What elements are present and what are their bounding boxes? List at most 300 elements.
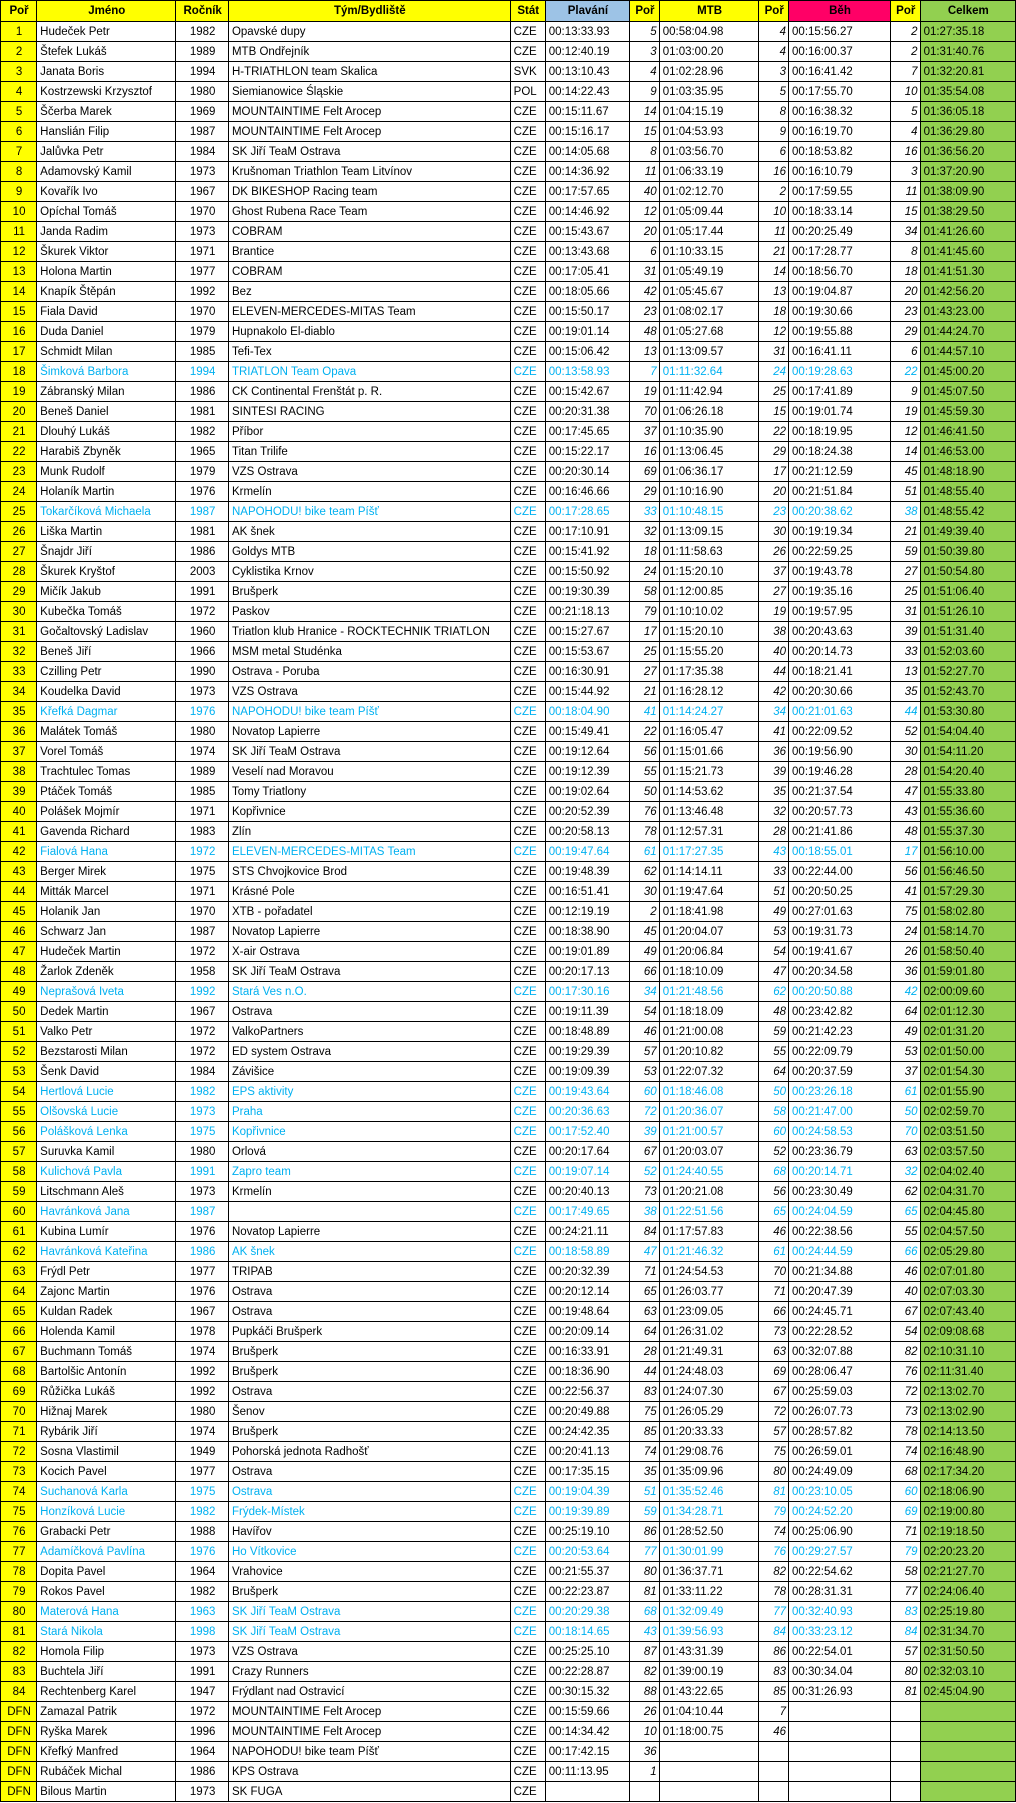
swim-time-cell: 00:16:46.66 bbox=[545, 482, 629, 502]
mtb-time-cell: 01:15:01.66 bbox=[659, 742, 759, 762]
total-time-cell: 01:54:11.20 bbox=[920, 742, 1015, 762]
state-cell: CZE bbox=[510, 242, 545, 262]
name-cell: Gavenda Richard bbox=[37, 822, 176, 842]
mtb-pos-cell: 7 bbox=[759, 1702, 789, 1722]
swim-pos-cell bbox=[630, 1782, 660, 1802]
mtb-pos-cell: 39 bbox=[759, 762, 789, 782]
mtb-pos-cell: 47 bbox=[759, 962, 789, 982]
run-time-cell: 00:21:51.84 bbox=[789, 482, 891, 502]
swim-time-cell: 00:19:48.64 bbox=[545, 1302, 629, 1322]
state-cell: CZE bbox=[510, 362, 545, 382]
mtb-time-cell: 01:15:55.20 bbox=[659, 642, 759, 662]
total-time-cell: 01:59:01.80 bbox=[920, 962, 1015, 982]
run-time-cell: 00:16:10.79 bbox=[789, 162, 891, 182]
swim-time-cell: 00:18:14.65 bbox=[545, 1622, 629, 1642]
rank-cell: 15 bbox=[1, 302, 37, 322]
table-row bbox=[1, 1622, 1016, 1642]
table-row bbox=[1, 402, 1016, 422]
swim-pos-cell: 70 bbox=[630, 402, 660, 422]
total-time-cell: 01:43:23.00 bbox=[920, 302, 1015, 322]
swim-time-cell: 00:21:18.13 bbox=[545, 602, 629, 622]
table-row bbox=[1, 202, 1016, 222]
total-time-cell: 01:32:20.81 bbox=[920, 62, 1015, 82]
run-pos-cell: 71 bbox=[890, 1522, 920, 1542]
mtb-time-cell: 01:20:04.07 bbox=[659, 922, 759, 942]
year-cell: 1973 bbox=[176, 1182, 229, 1202]
state-cell: CZE bbox=[510, 22, 545, 42]
table-row bbox=[1, 222, 1016, 242]
state-cell: CZE bbox=[510, 1102, 545, 1122]
table-row bbox=[1, 1662, 1016, 1682]
swim-time-cell: 00:11:13.95 bbox=[545, 1762, 629, 1782]
mtb-time-cell: 01:13:06.45 bbox=[659, 442, 759, 462]
name-cell: Mičík Jakub bbox=[37, 582, 176, 602]
mtb-time-cell: 01:10:33.15 bbox=[659, 242, 759, 262]
name-cell: Honzíková Lucie bbox=[37, 1502, 176, 1522]
total-time-cell: 02:01:50.00 bbox=[920, 1042, 1015, 1062]
run-pos-cell: 62 bbox=[890, 1182, 920, 1202]
year-cell: 1970 bbox=[176, 902, 229, 922]
run-time-cell: 00:16:41.42 bbox=[789, 62, 891, 82]
rank-cell: 10 bbox=[1, 202, 37, 222]
swim-pos-cell: 82 bbox=[630, 1662, 660, 1682]
run-time-cell: 00:21:34.88 bbox=[789, 1262, 891, 1282]
total-time-cell: 01:54:04.40 bbox=[920, 722, 1015, 742]
mtb-pos-cell: 56 bbox=[759, 1182, 789, 1202]
name-cell: Kovařík Ivo bbox=[37, 182, 176, 202]
mtb-time-cell: 01:03:00.20 bbox=[659, 42, 759, 62]
swim-pos-cell: 5 bbox=[630, 22, 660, 42]
name-cell: Dopita Pavel bbox=[37, 1562, 176, 1582]
team-cell: TRIPAB bbox=[228, 1262, 510, 1282]
mtb-time-cell: 01:06:36.17 bbox=[659, 462, 759, 482]
swim-time-cell: 00:17:57.65 bbox=[545, 182, 629, 202]
team-cell: X-air Ostrava bbox=[228, 942, 510, 962]
run-time-cell: 00:19:46.28 bbox=[789, 762, 891, 782]
rank-cell: 76 bbox=[1, 1522, 37, 1542]
year-cell: 1974 bbox=[176, 1422, 229, 1442]
name-cell: Valko Petr bbox=[37, 1022, 176, 1042]
run-pos-cell: 34 bbox=[890, 222, 920, 242]
state-cell: CZE bbox=[510, 482, 545, 502]
mtb-time-cell bbox=[659, 1782, 759, 1802]
rank-cell: 72 bbox=[1, 1442, 37, 1462]
mtb-time-cell: 01:16:28.12 bbox=[659, 682, 759, 702]
swim-pos-cell: 79 bbox=[630, 602, 660, 622]
mtb-pos-cell: 12 bbox=[759, 322, 789, 342]
rank-cell: 33 bbox=[1, 662, 37, 682]
run-pos-cell: 10 bbox=[890, 82, 920, 102]
run-pos-cell: 21 bbox=[890, 522, 920, 542]
run-pos-cell: 24 bbox=[890, 922, 920, 942]
swim-pos-cell: 21 bbox=[630, 682, 660, 702]
swim-time-cell: 00:19:02.64 bbox=[545, 782, 629, 802]
run-time-cell: 00:22:09.79 bbox=[789, 1042, 891, 1062]
swim-pos-cell: 33 bbox=[630, 502, 660, 522]
run-time-cell: 00:18:53.82 bbox=[789, 142, 891, 162]
team-cell: Novatop Lapierre bbox=[228, 722, 510, 742]
mtb-time-cell: 01:30:01.99 bbox=[659, 1542, 759, 1562]
total-time-cell: 02:31:34.70 bbox=[920, 1622, 1015, 1642]
table-row bbox=[1, 42, 1016, 62]
mtb-time-cell: 01:20:21.08 bbox=[659, 1182, 759, 1202]
run-pos-cell: 38 bbox=[890, 502, 920, 522]
run-pos-cell: 18 bbox=[890, 262, 920, 282]
run-time-cell bbox=[789, 1762, 891, 1782]
name-cell: Křefká Dagmar bbox=[37, 702, 176, 722]
mtb-time-cell: 01:19:47.64 bbox=[659, 882, 759, 902]
total-time-cell: 01:56:10.00 bbox=[920, 842, 1015, 862]
swim-pos-cell: 69 bbox=[630, 462, 660, 482]
run-pos-cell: 26 bbox=[890, 942, 920, 962]
mtb-pos-cell: 28 bbox=[759, 822, 789, 842]
total-time-cell: 01:55:33.80 bbox=[920, 782, 1015, 802]
swim-time-cell: 00:14:22.43 bbox=[545, 82, 629, 102]
name-cell: Hižnaj Marek bbox=[37, 1402, 176, 1422]
year-cell: 1992 bbox=[176, 982, 229, 1002]
mtb-time-cell: 01:14:14.11 bbox=[659, 862, 759, 882]
team-cell: Kopřivnice bbox=[228, 1122, 510, 1142]
total-time-cell: 02:03:57.50 bbox=[920, 1142, 1015, 1162]
table-row bbox=[1, 1242, 1016, 1262]
total-time-cell: 01:35:54.08 bbox=[920, 82, 1015, 102]
rank-cell: 63 bbox=[1, 1262, 37, 1282]
mtb-time-cell: 01:04:53.93 bbox=[659, 122, 759, 142]
year-cell: 1982 bbox=[176, 422, 229, 442]
swim-time-cell: 00:20:52.39 bbox=[545, 802, 629, 822]
table-row bbox=[1, 1142, 1016, 1162]
swim-pos-cell: 37 bbox=[630, 422, 660, 442]
swim-pos-cell: 47 bbox=[630, 1242, 660, 1262]
mtb-pos-cell: 21 bbox=[759, 242, 789, 262]
total-time-cell: 01:27:35.18 bbox=[920, 22, 1015, 42]
run-time-cell: 00:23:36.79 bbox=[789, 1142, 891, 1162]
mtb-pos-cell: 14 bbox=[759, 262, 789, 282]
state-cell: CZE bbox=[510, 1262, 545, 1282]
mtb-pos-cell: 36 bbox=[759, 742, 789, 762]
mtb-pos-cell: 80 bbox=[759, 1462, 789, 1482]
team-cell: Cyklistika Krnov bbox=[228, 562, 510, 582]
mtb-time-cell: 01:17:35.38 bbox=[659, 662, 759, 682]
mtb-pos-cell: 4 bbox=[759, 22, 789, 42]
swim-pos-cell: 59 bbox=[630, 1502, 660, 1522]
year-cell: 1949 bbox=[176, 1442, 229, 1462]
run-time-cell: 00:18:55.01 bbox=[789, 842, 891, 862]
swim-pos-cell: 3 bbox=[630, 42, 660, 62]
swim-time-cell: 00:20:17.64 bbox=[545, 1142, 629, 1162]
mtb-time-cell: 01:36:37.71 bbox=[659, 1562, 759, 1582]
team-cell: COBRAM bbox=[228, 222, 510, 242]
mtb-pos-cell: 34 bbox=[759, 702, 789, 722]
run-time-cell: 00:19:35.16 bbox=[789, 582, 891, 602]
total-time-cell bbox=[920, 1762, 1015, 1782]
mtb-pos-cell: 29 bbox=[759, 442, 789, 462]
mtb-pos-cell: 70 bbox=[759, 1262, 789, 1282]
swim-pos-cell: 55 bbox=[630, 762, 660, 782]
swim-pos-cell: 71 bbox=[630, 1262, 660, 1282]
swim-time-cell: 00:17:30.16 bbox=[545, 982, 629, 1002]
year-cell: 1987 bbox=[176, 502, 229, 522]
year-cell: 1963 bbox=[176, 1602, 229, 1622]
total-time-cell: 02:01:31.20 bbox=[920, 1022, 1015, 1042]
state-cell: CZE bbox=[510, 1642, 545, 1662]
total-time-cell: 01:36:56.20 bbox=[920, 142, 1015, 162]
run-time-cell: 00:20:50.88 bbox=[789, 982, 891, 1002]
total-time-cell: 01:57:29.30 bbox=[920, 882, 1015, 902]
run-time-cell: 00:20:34.58 bbox=[789, 962, 891, 982]
mtb-pos-cell: 11 bbox=[759, 222, 789, 242]
mtb-pos-cell: 49 bbox=[759, 902, 789, 922]
state-cell: CZE bbox=[510, 1522, 545, 1542]
total-time-cell: 01:38:29.50 bbox=[920, 202, 1015, 222]
table-row bbox=[1, 1202, 1016, 1222]
table-row bbox=[1, 1542, 1016, 1562]
swim-pos-cell: 45 bbox=[630, 922, 660, 942]
swim-pos-cell: 41 bbox=[630, 702, 660, 722]
swim-pos-cell: 9 bbox=[630, 82, 660, 102]
run-pos-cell: 40 bbox=[890, 1282, 920, 1302]
table-row bbox=[1, 462, 1016, 482]
name-cell: Adamovský Kamil bbox=[37, 162, 176, 182]
swim-time-cell: 00:17:28.65 bbox=[545, 502, 629, 522]
table-row bbox=[1, 1402, 1016, 1422]
mtb-time-cell: 01:23:09.05 bbox=[659, 1302, 759, 1322]
year-cell: 1973 bbox=[176, 1782, 229, 1802]
name-cell: Kuldan Radek bbox=[37, 1302, 176, 1322]
table-row bbox=[1, 1022, 1016, 1042]
state-cell: CZE bbox=[510, 1302, 545, 1322]
state-cell: CZE bbox=[510, 1182, 545, 1202]
mtb-time-cell: 01:35:52.46 bbox=[659, 1482, 759, 1502]
rank-cell: 59 bbox=[1, 1182, 37, 1202]
swim-pos-cell: 20 bbox=[630, 222, 660, 242]
name-cell: Harabiš Zbyněk bbox=[37, 442, 176, 462]
run-pos-cell: 22 bbox=[890, 362, 920, 382]
table-row bbox=[1, 1502, 1016, 1522]
swim-time-cell: 00:20:41.13 bbox=[545, 1442, 629, 1462]
total-time-cell: 01:49:39.40 bbox=[920, 522, 1015, 542]
mtb-pos-cell: 77 bbox=[759, 1602, 789, 1622]
year-cell: 1986 bbox=[176, 542, 229, 562]
rank-cell: 29 bbox=[1, 582, 37, 602]
run-time-cell: 00:24:49.09 bbox=[789, 1462, 891, 1482]
table-row bbox=[1, 1562, 1016, 1582]
rank-cell: 61 bbox=[1, 1222, 37, 1242]
state-cell: CZE bbox=[510, 562, 545, 582]
run-time-cell: 00:19:56.90 bbox=[789, 742, 891, 762]
run-time-cell: 00:24:45.71 bbox=[789, 1302, 891, 1322]
table-row bbox=[1, 442, 1016, 462]
mtb-pos-cell: 65 bbox=[759, 1202, 789, 1222]
table-row bbox=[1, 1002, 1016, 1022]
rank-cell: 32 bbox=[1, 642, 37, 662]
run-time-cell: 00:23:30.49 bbox=[789, 1182, 891, 1202]
team-cell: Ostrava bbox=[228, 1002, 510, 1022]
mtb-pos-cell: 86 bbox=[759, 1642, 789, 1662]
swim-time-cell: 00:20:49.88 bbox=[545, 1402, 629, 1422]
year-cell: 1958 bbox=[176, 962, 229, 982]
state-cell: POL bbox=[510, 82, 545, 102]
state-cell: CZE bbox=[510, 462, 545, 482]
swim-time-cell: 00:16:51.41 bbox=[545, 882, 629, 902]
state-cell: CZE bbox=[510, 1482, 545, 1502]
mtb-pos-cell: 19 bbox=[759, 602, 789, 622]
name-cell: Liška Martin bbox=[37, 522, 176, 542]
table-row bbox=[1, 702, 1016, 722]
header-swim: Plavání bbox=[545, 1, 629, 22]
rank-cell: 48 bbox=[1, 962, 37, 982]
table-row bbox=[1, 282, 1016, 302]
year-cell: 1991 bbox=[176, 1162, 229, 1182]
table-row bbox=[1, 762, 1016, 782]
run-pos-cell: 37 bbox=[890, 1062, 920, 1082]
swim-time-cell: 00:14:05.68 bbox=[545, 142, 629, 162]
name-cell: Adamíčková Pavlína bbox=[37, 1542, 176, 1562]
rank-cell: 16 bbox=[1, 322, 37, 342]
state-cell: CZE bbox=[510, 882, 545, 902]
rank-cell: 64 bbox=[1, 1282, 37, 1302]
mtb-pos-cell: 69 bbox=[759, 1362, 789, 1382]
name-cell: Kulichová Pavla bbox=[37, 1162, 176, 1182]
name-cell: Stará Nikola bbox=[37, 1622, 176, 1642]
mtb-pos-cell: 82 bbox=[759, 1562, 789, 1582]
table-row bbox=[1, 1082, 1016, 1102]
run-pos-cell: 75 bbox=[890, 902, 920, 922]
total-time-cell: 02:01:12.30 bbox=[920, 1002, 1015, 1022]
year-cell: 1988 bbox=[176, 1522, 229, 1542]
team-cell: Frýdek-Místek bbox=[228, 1502, 510, 1522]
year-cell: 1971 bbox=[176, 882, 229, 902]
run-time-cell: 00:16:00.37 bbox=[789, 42, 891, 62]
swim-pos-cell: 54 bbox=[630, 1002, 660, 1022]
mtb-pos-cell: 52 bbox=[759, 1142, 789, 1162]
rank-cell: 12 bbox=[1, 242, 37, 262]
mtb-pos-cell bbox=[759, 1782, 789, 1802]
mtb-pos-cell: 79 bbox=[759, 1502, 789, 1522]
run-time-cell: 00:25:59.03 bbox=[789, 1382, 891, 1402]
team-cell: Paskov bbox=[228, 602, 510, 622]
team-cell: Ostrava - Poruba bbox=[228, 662, 510, 682]
year-cell: 1975 bbox=[176, 1122, 229, 1142]
table-row bbox=[1, 322, 1016, 342]
state-cell: CZE bbox=[510, 962, 545, 982]
swim-time-cell: 00:12:19.19 bbox=[545, 902, 629, 922]
swim-pos-cell: 46 bbox=[630, 1022, 660, 1042]
swim-pos-cell: 38 bbox=[630, 1202, 660, 1222]
name-cell: Berger Mirek bbox=[37, 862, 176, 882]
mtb-time-cell: 01:17:57.83 bbox=[659, 1222, 759, 1242]
name-cell: Holona Martin bbox=[37, 262, 176, 282]
run-pos-cell: 42 bbox=[890, 982, 920, 1002]
year-cell: 1982 bbox=[176, 22, 229, 42]
state-cell: CZE bbox=[510, 1662, 545, 1682]
run-pos-cell: 7 bbox=[890, 62, 920, 82]
swim-time-cell: 00:17:10.91 bbox=[545, 522, 629, 542]
run-pos-cell: 19 bbox=[890, 402, 920, 422]
table-row bbox=[1, 422, 1016, 442]
state-cell: CZE bbox=[510, 1442, 545, 1462]
team-cell: Ostrava bbox=[228, 1462, 510, 1482]
year-cell: 1987 bbox=[176, 1202, 229, 1222]
run-time-cell: 00:20:57.73 bbox=[789, 802, 891, 822]
swim-time-cell: 00:14:46.92 bbox=[545, 202, 629, 222]
swim-time-cell: 00:25:25.10 bbox=[545, 1642, 629, 1662]
swim-time-cell: 00:18:36.90 bbox=[545, 1362, 629, 1382]
run-time-cell: 00:21:12.59 bbox=[789, 462, 891, 482]
run-pos-cell: 15 bbox=[890, 202, 920, 222]
swim-pos-cell: 48 bbox=[630, 322, 660, 342]
total-time-cell: 02:21:27.70 bbox=[920, 1562, 1015, 1582]
year-cell: 1992 bbox=[176, 282, 229, 302]
table-row bbox=[1, 802, 1016, 822]
state-cell: CZE bbox=[510, 1022, 545, 1042]
table-row bbox=[1, 342, 1016, 362]
run-time-cell: 00:17:28.77 bbox=[789, 242, 891, 262]
rank-cell: 35 bbox=[1, 702, 37, 722]
swim-time-cell: 00:20:17.13 bbox=[545, 962, 629, 982]
run-time-cell: 00:20:37.59 bbox=[789, 1062, 891, 1082]
team-cell: NAPOHODU! bike team Píšť bbox=[228, 1742, 510, 1762]
run-pos-cell: 53 bbox=[890, 1042, 920, 1062]
mtb-pos-cell: 74 bbox=[759, 1522, 789, 1542]
team-cell: Frýdlant nad Ostravicí bbox=[228, 1682, 510, 1702]
run-time-cell: 00:19:01.74 bbox=[789, 402, 891, 422]
rank-cell: 20 bbox=[1, 402, 37, 422]
run-pos-cell: 46 bbox=[890, 1262, 920, 1282]
run-time-cell: 00:19:19.34 bbox=[789, 522, 891, 542]
rank-cell: 60 bbox=[1, 1202, 37, 1222]
rank-cell: 51 bbox=[1, 1022, 37, 1042]
name-cell: Rokos Pavel bbox=[37, 1582, 176, 1602]
mtb-pos-cell: 25 bbox=[759, 382, 789, 402]
total-time-cell: 01:54:20.40 bbox=[920, 762, 1015, 782]
mtb-pos-cell: 8 bbox=[759, 102, 789, 122]
team-cell: Ghost Rubena Race Team bbox=[228, 202, 510, 222]
team-cell: MOUNTAINTIME Felt Arocep bbox=[228, 102, 510, 122]
run-time-cell: 00:20:47.39 bbox=[789, 1282, 891, 1302]
table-row bbox=[1, 22, 1016, 42]
name-cell: Dedek Martin bbox=[37, 1002, 176, 1022]
state-cell: CZE bbox=[510, 1682, 545, 1702]
table-row bbox=[1, 142, 1016, 162]
state-cell: CZE bbox=[510, 262, 545, 282]
rank-cell: 56 bbox=[1, 1122, 37, 1142]
run-pos-cell: 43 bbox=[890, 802, 920, 822]
run-time-cell: 00:22:44.00 bbox=[789, 862, 891, 882]
run-time-cell: 00:20:25.49 bbox=[789, 222, 891, 242]
rank-cell: 18 bbox=[1, 362, 37, 382]
team-cell: KPS Ostrava bbox=[228, 1762, 510, 1782]
run-pos-cell: 54 bbox=[890, 1322, 920, 1342]
run-pos-cell: 70 bbox=[890, 1122, 920, 1142]
table-row bbox=[1, 1042, 1016, 1062]
mtb-time-cell: 01:05:27.68 bbox=[659, 322, 759, 342]
mtb-pos-cell: 81 bbox=[759, 1482, 789, 1502]
run-pos-cell: 31 bbox=[890, 602, 920, 622]
rank-cell: 79 bbox=[1, 1582, 37, 1602]
year-cell: 1978 bbox=[176, 1322, 229, 1342]
run-time-cell: 00:25:06.90 bbox=[789, 1522, 891, 1542]
state-cell: CZE bbox=[510, 582, 545, 602]
run-time-cell: 00:20:43.63 bbox=[789, 622, 891, 642]
year-cell: 1971 bbox=[176, 802, 229, 822]
state-cell: CZE bbox=[510, 1582, 545, 1602]
mtb-pos-cell: 84 bbox=[759, 1622, 789, 1642]
total-time-cell: 02:04:57.50 bbox=[920, 1222, 1015, 1242]
year-cell: 1994 bbox=[176, 362, 229, 382]
table-row bbox=[1, 682, 1016, 702]
swim-pos-cell: 78 bbox=[630, 822, 660, 842]
